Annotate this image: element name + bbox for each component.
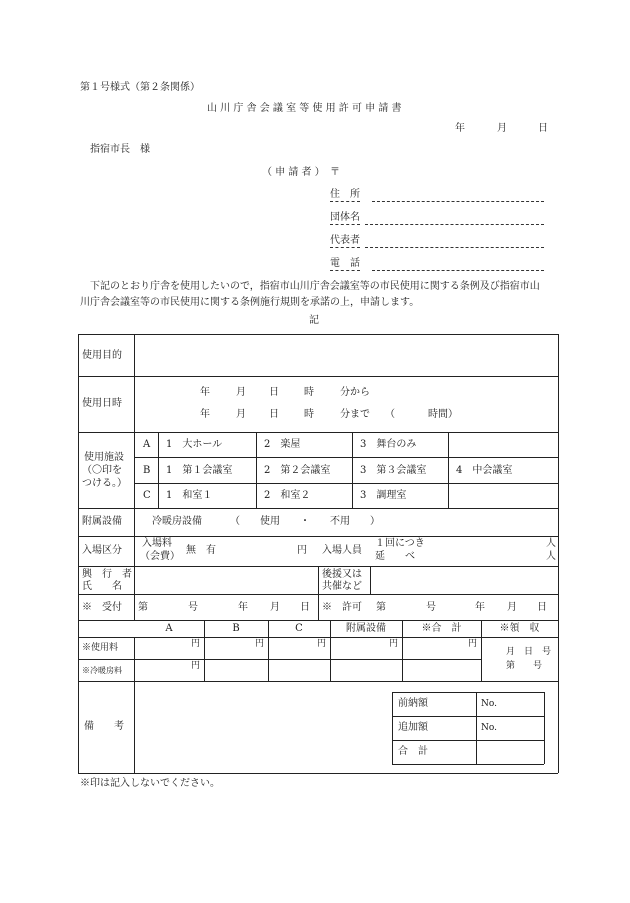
facility-option[interactable]: 3 第３会議室 [360,465,427,476]
purpose-field[interactable] [136,336,556,374]
fee-yen-b1: 円 [255,639,265,649]
attendees-per-time-unit: 人 [546,538,556,549]
group-field[interactable] [365,224,544,225]
fee-header-received: ※領 収 [499,623,540,634]
facility-option[interactable]: 2 楽屋 [264,439,301,450]
datetime-label: 使用日時 [82,398,122,409]
fee-yen-eq1: 円 [389,639,399,649]
facility-group-b: B [143,465,151,476]
group-label: 団体名 [330,212,360,223]
facility-option[interactable]: 3 調理室 [360,490,407,501]
ki-heading: 記 [309,315,319,326]
applicant-label: （ 申 請 者 ） [262,167,325,178]
date-year: 年 [455,123,465,134]
fee-yen-total1: 円 [468,639,478,649]
addressee: 指宿市長 様 [90,144,150,155]
facility-option[interactable]: 2 和室２ [264,490,311,501]
form-title: 山 川 庁 舎 会 議 室 等 使 用 許 可 申 請 書 [207,103,402,114]
intro-line-1: 下記のとおり庁舎を使用したいので，指宿市山川庁舎会議室等の市民使用に関する条例及び指宿市山 [80,281,540,292]
fee-header-a: A [165,623,173,634]
facility-option[interactable]: 4 中会議室 [456,465,513,476]
facility-option[interactable]: 1 和室１ [166,490,213,501]
prepaid-no: No. [481,699,497,709]
sponsor-field[interactable] [372,568,556,592]
fee-yen-c1: 円 [317,639,327,649]
fee-row-aircon-label: ※冷暖房料 [82,666,122,675]
receipt-label: ※ 受付 [82,602,122,613]
prepaid-label: 前納額 [398,698,428,709]
fee-header-b: B [232,623,240,634]
remarks-label: 備 考 [84,721,124,732]
attendees-label: 入場人員 [322,545,362,556]
form-number: 第１号様式（第２条関係） [80,82,200,93]
attendees-total: 延 べ [375,551,415,562]
facility-option[interactable]: 1 第１会議室 [166,465,233,476]
phone-field[interactable] [372,270,544,271]
facility-group-c: C [143,490,151,501]
received-number: 第 号 [506,661,543,671]
fee-header-total: ※合 計 [421,623,462,634]
admission-label: 入場区分 [82,545,122,556]
representative-field[interactable] [365,247,544,248]
footnote: ※印は記入しないでください。 [80,778,220,789]
attendees-total-unit: 人 [546,551,556,562]
facility-option[interactable]: 3 舞台のみ [360,439,417,450]
postal-mark: 〒 [330,167,340,178]
facility-option[interactable]: 2 第２会議室 [264,465,331,476]
facility-group-a: A [143,439,151,450]
equipment-label: 附属設備 [82,516,122,527]
phone-label: 電 話 [330,258,360,269]
fee-yen-a2: 円 [191,661,201,671]
admission-fee-options[interactable]: 無 有 [186,545,216,556]
intro-line-2: 川庁舎会議室等の市民使用に関する条例施行規則を承諾の上，申請します。 [80,297,420,308]
purpose-label: 使用目的 [82,350,122,361]
organizer-field[interactable] [136,568,316,592]
fee-yen-a1: 円 [191,639,201,649]
total-label: 合 計 [398,746,428,757]
date-day: 日 [538,123,548,134]
admission-fee-yen: 円 [297,545,307,556]
address-label: 住 所 [330,189,360,200]
permit-label: ※ 許可 [322,602,362,613]
equipment-text: 冷暖房設備 [152,516,202,527]
fee-header-c: C [295,623,303,634]
facility-option[interactable]: 1 大ホール [166,439,223,450]
date-month: 月 [497,123,507,134]
additional-label: 追加額 [398,722,428,733]
fee-header-equipment: 附属設備 [346,623,386,634]
received-date: 月 日 号 [506,647,552,657]
fee-row-usage-label: ※使用料 [82,643,119,653]
additional-no: No. [481,723,497,733]
address-field[interactable] [372,201,544,202]
equipment-use-choice[interactable]: （ 使用 ・ 不用 ） [230,516,380,527]
attendees-per-time: １回につき [375,538,425,549]
representative-label: 代表者 [330,235,360,246]
